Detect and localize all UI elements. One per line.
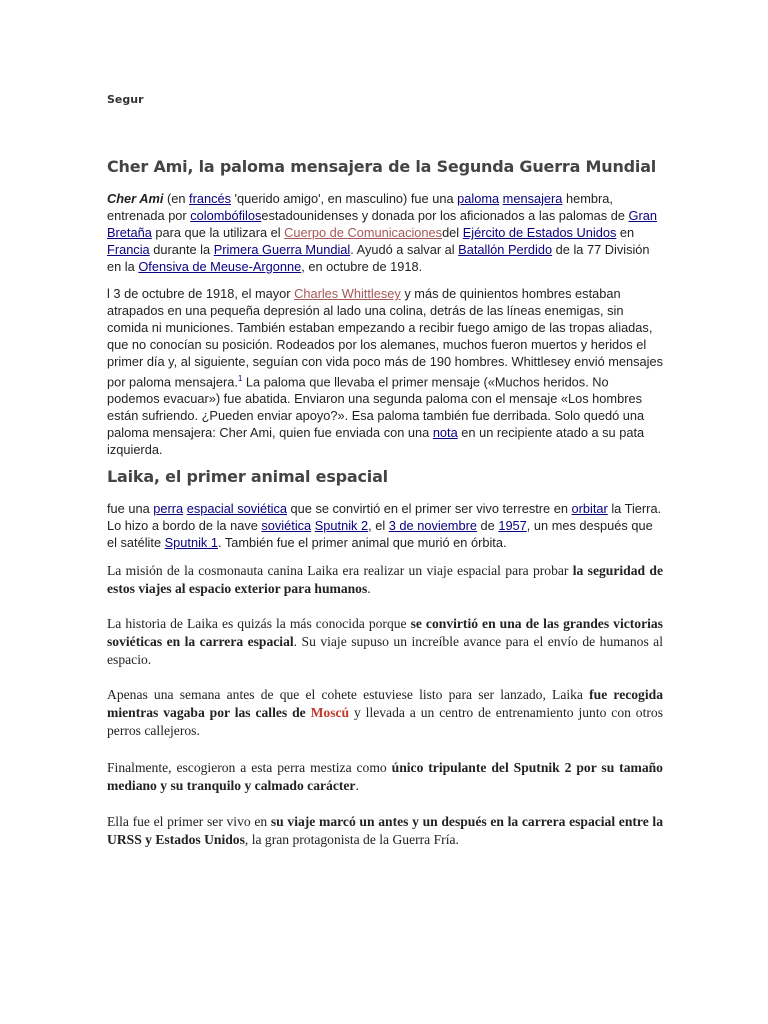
link-sputnik-1[interactable]: Sputnik 1 xyxy=(164,535,218,550)
link-charles-whittlesey[interactable]: Charles Whittlesey xyxy=(294,286,401,301)
paragraph-cher-ami-intro: Cher Ami (en francés 'querido amigo', en masculino) fue una paloma mensajera hembra, entrenada por colombófilosestadounidenses y donada por los aficionados a las palomas de Gran Bretaña para que la utilizara el Cuerpo de Comunicacionesdel Ejército de Estados Unidos en Francia durante la Primera Guerra Mundial. Ayudó a salvar al Batallón Perdido de la 77 División en la Ofensiva de Meuse-Argonne, en octubre de 1918. xyxy=(107,191,657,274)
link-sovietica[interactable]: soviética xyxy=(261,518,312,533)
link-batallon-perdido[interactable]: Batallón Perdido xyxy=(458,242,553,257)
paragraph-laika-mision: La misión de la cosmonauta canina Laika era realizar un viaje espacial para probar la seguridad de estos viajes al espacio exterior para humanos. xyxy=(107,563,663,596)
link-francia[interactable]: Francia xyxy=(107,242,150,257)
footnote-ref[interactable]: 1 xyxy=(237,374,243,383)
link-frances[interactable]: francés xyxy=(189,191,231,206)
link-sputnik-2[interactable]: Sputnik 2 xyxy=(314,518,369,533)
link-orbitar[interactable]: orbitar xyxy=(571,501,608,516)
link-mensajera[interactable]: mensajera xyxy=(502,191,563,206)
highlight-moscu: Moscú xyxy=(310,705,350,720)
section-title-cher-ami: Cher Ami, la paloma mensajera de la Segunda Guerra Mundial xyxy=(107,157,657,176)
header-label: Segur xyxy=(107,93,144,106)
paragraph-laika-tripulante: Finalmente, escogieron a esta perra mestiza como único tripulante del Sputnik 2 por su tamaño mediano y su tranquilo y calmado carácter. xyxy=(107,760,663,793)
link-1957[interactable]: 1957 xyxy=(498,518,527,533)
link-paloma[interactable]: paloma xyxy=(457,191,500,206)
link-primera-guerra-mundial[interactable]: Primera Guerra Mundial xyxy=(213,242,351,257)
link-ejercito-eeuu[interactable]: Ejército de Estados Unidos xyxy=(462,225,617,240)
link-espacial-sovietica[interactable]: espacial soviética xyxy=(186,501,287,516)
paragraph-laika-intro: fue una perra espacial soviética que se convirtió en el primer ser vivo terrestre en orbitar la Tierra. Lo hizo a bordo de la nave soviética Sputnik 2, el 3 de noviembre de 1957, un mes después que el satélite Sputnik 1. También fue el primer animal que murió en órbita. xyxy=(107,501,662,550)
paragraph-laika-legado: Ella fue el primer ser vivo en su viaje marcó un antes y un después en la carrera espacial entre la URSS y Estados Unidos, la gran protagonista de la Guerra Fría. xyxy=(107,814,663,847)
link-cuerpo-comunicaciones[interactable]: Cuerpo de Comunicaciones xyxy=(284,225,443,240)
link-3-noviembre[interactable]: 3 de noviembre xyxy=(388,518,477,533)
section-title-laika: Laika, el primer animal espacial xyxy=(107,467,388,486)
paragraph-laika-recogida: Apenas una semana antes de que el cohete estuviese listo para ser lanzado, Laika fue recogida mientras vagaba por las calles de Moscú y llevada a un centro de entrenamiento junto con otros perros callejeros. xyxy=(107,687,663,738)
link-gran-bretana[interactable]: Gran Bretaña xyxy=(107,208,657,240)
link-ofensiva-meuse-argonne[interactable]: Ofensiva de Meuse-Argonne xyxy=(138,259,302,274)
paragraph-laika-historia: La historia de Laika es quizás la más conocida porque se convirtió en una de las grandes victorias soviéticas en la carrera espacial. Su viaje supuso un increíble avance para el envío de humanos al espacio. xyxy=(107,616,663,667)
link-nota[interactable]: nota xyxy=(432,425,458,441)
paragraph-cher-ami-story: l 3 de octubre de 1918, el mayor Charles Whittlesey y más de quinientos hombres estaban atrapados en una pequeña depresión al lado una colina, detrás de las líneas enemigas, sin comida ni municiones. También estaban empezando a recibir fuego amigo de las tropas aliadas, que no conocían su posición. Rodeados por los alemanes, muchos fueron muertos y heridos el primer día y, al siguiente, seguían con vida poco más de 190 hombres. Whittlesey envió mensajes por paloma mensajera.$^1$ La paloma que llevaba el primer mensaje («Muchos heridos. No podemos evacuar») fue abatida. Enviaron una segunda paloma con el mensaje «Los hombres están sufriendo. ¿Pueden enviar apoyo?». Esa paloma también fue derribada. Solo quedó una paloma mensajera: Cher Ami, quien fue enviada con una nota en un recipiente atado a su pata izquierda. xyxy=(107,286,664,458)
lead-term: Cher Ami xyxy=(107,191,164,206)
link-colombofilos[interactable]: colombófilos xyxy=(190,208,262,223)
link-perra[interactable]: perra xyxy=(153,501,184,516)
